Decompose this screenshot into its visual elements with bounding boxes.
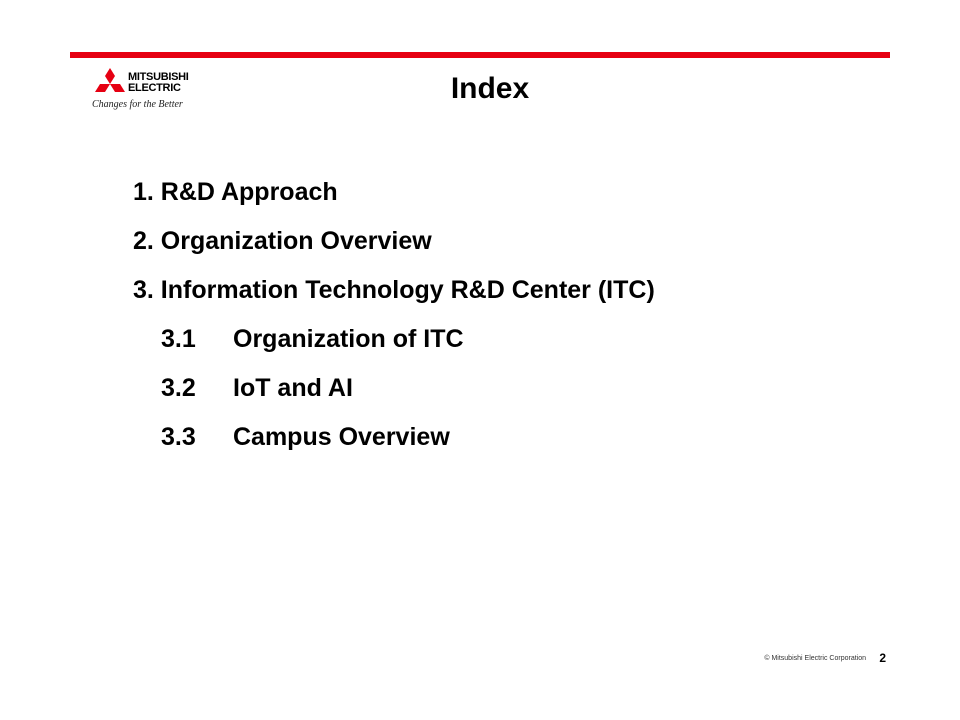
index-item-2: 2. Organization Overview — [133, 227, 432, 255]
index-item-1: 1. R&D Approach — [133, 178, 338, 206]
page-number: 2 — [879, 651, 886, 665]
subitem-number: 3.2 — [161, 374, 196, 402]
subitem-text: Campus Overview — [233, 423, 450, 451]
index-item-3: 3. Information Technology R&D Center (ITC) — [133, 276, 655, 304]
index-subitem-3-1 — [133, 319, 655, 368]
subitem-text: IoT and AI — [233, 374, 353, 402]
index-subitem-3-2 — [133, 368, 655, 417]
subitem-number: 3.1 — [161, 325, 196, 353]
footer-copyright: © Mitsubishi Electric Corporation — [764, 655, 866, 662]
subitem-text: Organization of ITC — [233, 325, 464, 353]
index-list — [133, 172, 655, 466]
logo-brand-line2: ELECTRIC — [128, 82, 181, 94]
subitem-number: 3.3 — [161, 423, 196, 451]
slide-title: Index — [450, 72, 530, 105]
logo-tagline: Changes for the Better — [92, 99, 183, 110]
top-red-rule — [70, 52, 890, 58]
index-subitem-3-3 — [133, 417, 655, 466]
logo-brand-line1: MITSUBISHI — [128, 71, 189, 83]
